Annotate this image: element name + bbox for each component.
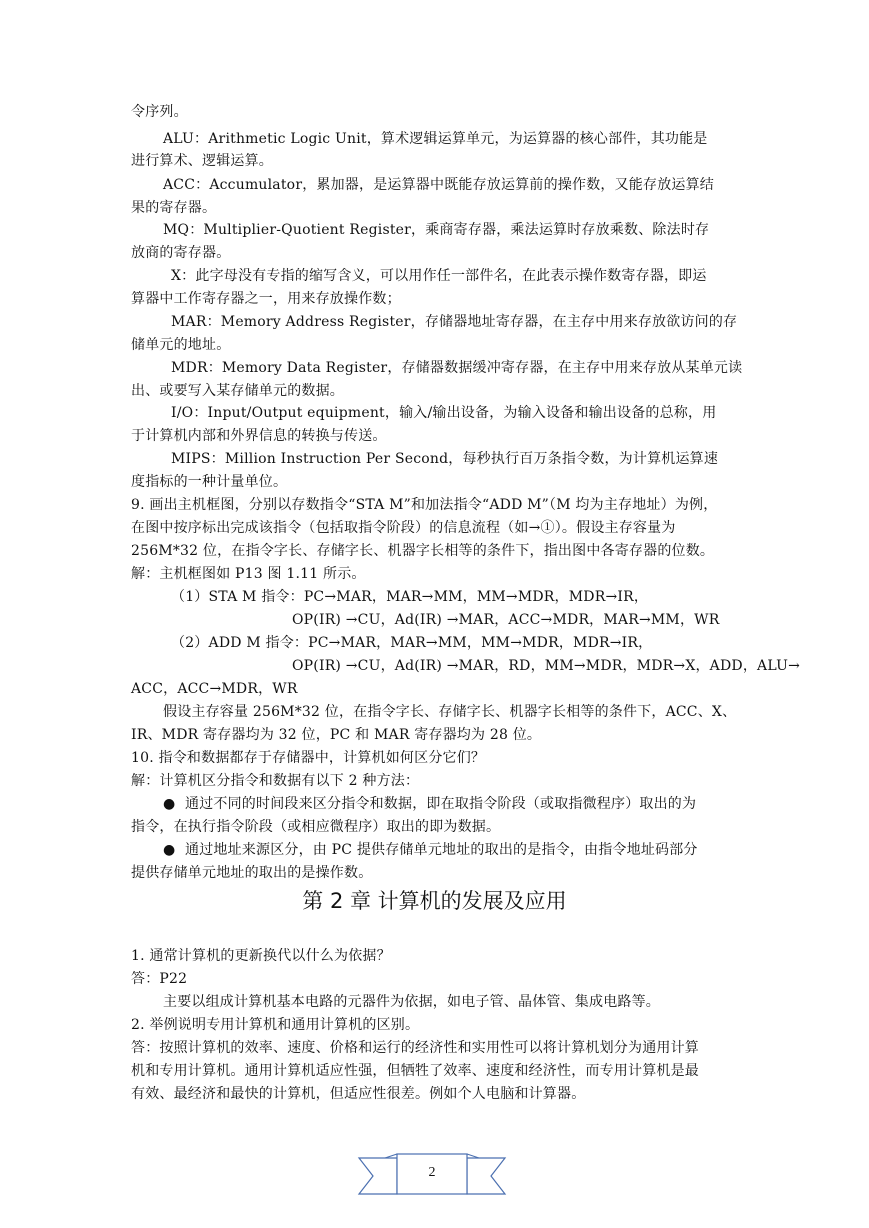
text-line: OP(IR) →CU，Ad(IR) →MAR，RD，MM→MDR，MDR→X，ADD，ALU→: [292, 658, 801, 674]
text-line: MIPS：Million Instruction Per Second，每秒执行百万条指令数，为计算机运算速: [171, 451, 719, 467]
answer-line: 答：P22: [131, 971, 188, 987]
question-1: 1. 通常计算机的更新换代以什么为依据？: [131, 948, 391, 964]
text-line: IR、MDR 寄存器均为 32 位，PC 和 MAR 寄存器均为 28 位。: [131, 727, 542, 743]
text-line: 提供存储单元地址的取出的是操作数。: [131, 865, 373, 881]
question-2: 2. 举例说明专用计算机和通用计算机的区别。: [131, 1017, 420, 1033]
bullet-text: 通过地址来源区分，由 PC 提供存储单元地址的取出的是指令，由指令地址码部分: [185, 842, 698, 858]
text-line: （2）ADD M 指令：PC→MAR，MAR→MM，MM→MDR，MDR→IR，: [171, 635, 653, 651]
answer-line: 解：计算机区分指令和数据有以下 2 种方法：: [131, 773, 420, 789]
text-line: ACC：Accumulator，累加器，是运算器中既能存放运算前的操作数，又能存放运算结: [163, 177, 715, 193]
text-line: 放商的寄存器。: [131, 245, 231, 261]
text-line: MDR：Memory Data Register，存储器数据缓冲寄存器，在主存中用来存放从某单元读: [171, 360, 743, 376]
text-line: 储单元的地址。: [131, 337, 231, 353]
text-line: I/O：Input/Output equipment，输入/输出设备，为输入设备和输出设备的总称，用: [171, 405, 717, 421]
text-line: 进行算术、逻辑运算。: [131, 153, 273, 169]
page-number: 2: [428, 1165, 436, 1180]
text-line: 度指标的一种计量单位。: [131, 474, 288, 490]
text-line: 256M*32 位，在指令字长、存储字长、机器字长相等的条件下，指出图中各寄存器的位数。: [131, 543, 715, 559]
answer-line: 答：按照计算机的效率、速度、价格和运行的经济性和实用性可以将计算机划分为通用计算: [131, 1040, 699, 1056]
question-10: 10. 指令和数据都存于存储器中，计算机如何区分它们？: [131, 750, 486, 766]
chapter-heading: 第 2 章 计算机的发展及应用: [302, 889, 567, 913]
text-line: 指令，在执行指令阶段（或相应微程序）取出的即为数据。: [131, 819, 501, 835]
text-line: 果的寄存器。: [131, 200, 217, 216]
text-line: 于计算机内部和外界信息的转换与传送。: [131, 428, 387, 444]
text-line: （1）STA M 指令：PC→MAR，MAR→MM，MM→MDR，MDR→IR，: [171, 589, 649, 605]
answer-line: 解：主机框图如 P13 图 1.11 所示。: [131, 566, 366, 582]
text-line: 机和专用计算机。通用计算机适应性强，但牺牲了效率、速度和经济性，而专用计算机是最: [131, 1063, 699, 1079]
bullet-text: 通过不同的时间段来区分指令和数据，即在取指令阶段（或取指微程序）取出的为: [185, 796, 697, 812]
question-9: 9. 画出主机框图，分别以存数指令“STA M”和加法指令“ADD M”（M 均为主存地址）为例，: [131, 497, 718, 513]
text-line: 在图中按序标出完成该指令（包括取指令阶段）的信息流程（如→①）。假设主存容量为: [131, 520, 676, 536]
text-line: X：此字母没有专指的缩写含义，可以用作任一部件名，在此表示操作数寄存器，即运: [171, 268, 707, 284]
text-line: MAR：Memory Address Register，存储器地址寄存器，在主存中用来存放欲访问的存: [171, 314, 738, 330]
text-line: 假设主存容量 256M*32 位，在指令字长、存储字长、机器字长相等的条件下，ACC、X、: [163, 704, 737, 720]
bullet-icon: ●: [163, 796, 176, 812]
bullet-item: [163, 839, 773, 862]
text-line: 有效、最经济和最快的计算机，但适应性很差。例如个人电脑和计算器。: [131, 1086, 586, 1102]
bullet-icon: ●: [163, 842, 176, 858]
page-number-ribbon: [357, 1150, 507, 1200]
text-line: ACC，ACC→MDR，WR: [131, 681, 298, 697]
bullet-item: [163, 793, 773, 816]
text-line: 令序列。: [131, 104, 188, 120]
text-line: ALU：Arithmetic Logic Unit，算术逻辑运算单元，为运算器的核心部件，其功能是: [163, 131, 708, 147]
text-line: OP(IR) →CU，Ad(IR) →MAR，ACC→MDR，MAR→MM，WR: [292, 612, 720, 628]
text-line: 主要以组成计算机基本电路的元器件为依据，如电子管、晶体管、集成电路等。: [163, 994, 660, 1010]
text-line: 算器中工作寄存器之一，用来存放操作数；: [131, 291, 401, 307]
text-line: 出、或要写入某存储单元的数据。: [131, 383, 344, 399]
text-line: MQ：Multiplier-Quotient Register，乘商寄存器，乘法运算时存放乘数、除法时存: [163, 222, 710, 238]
